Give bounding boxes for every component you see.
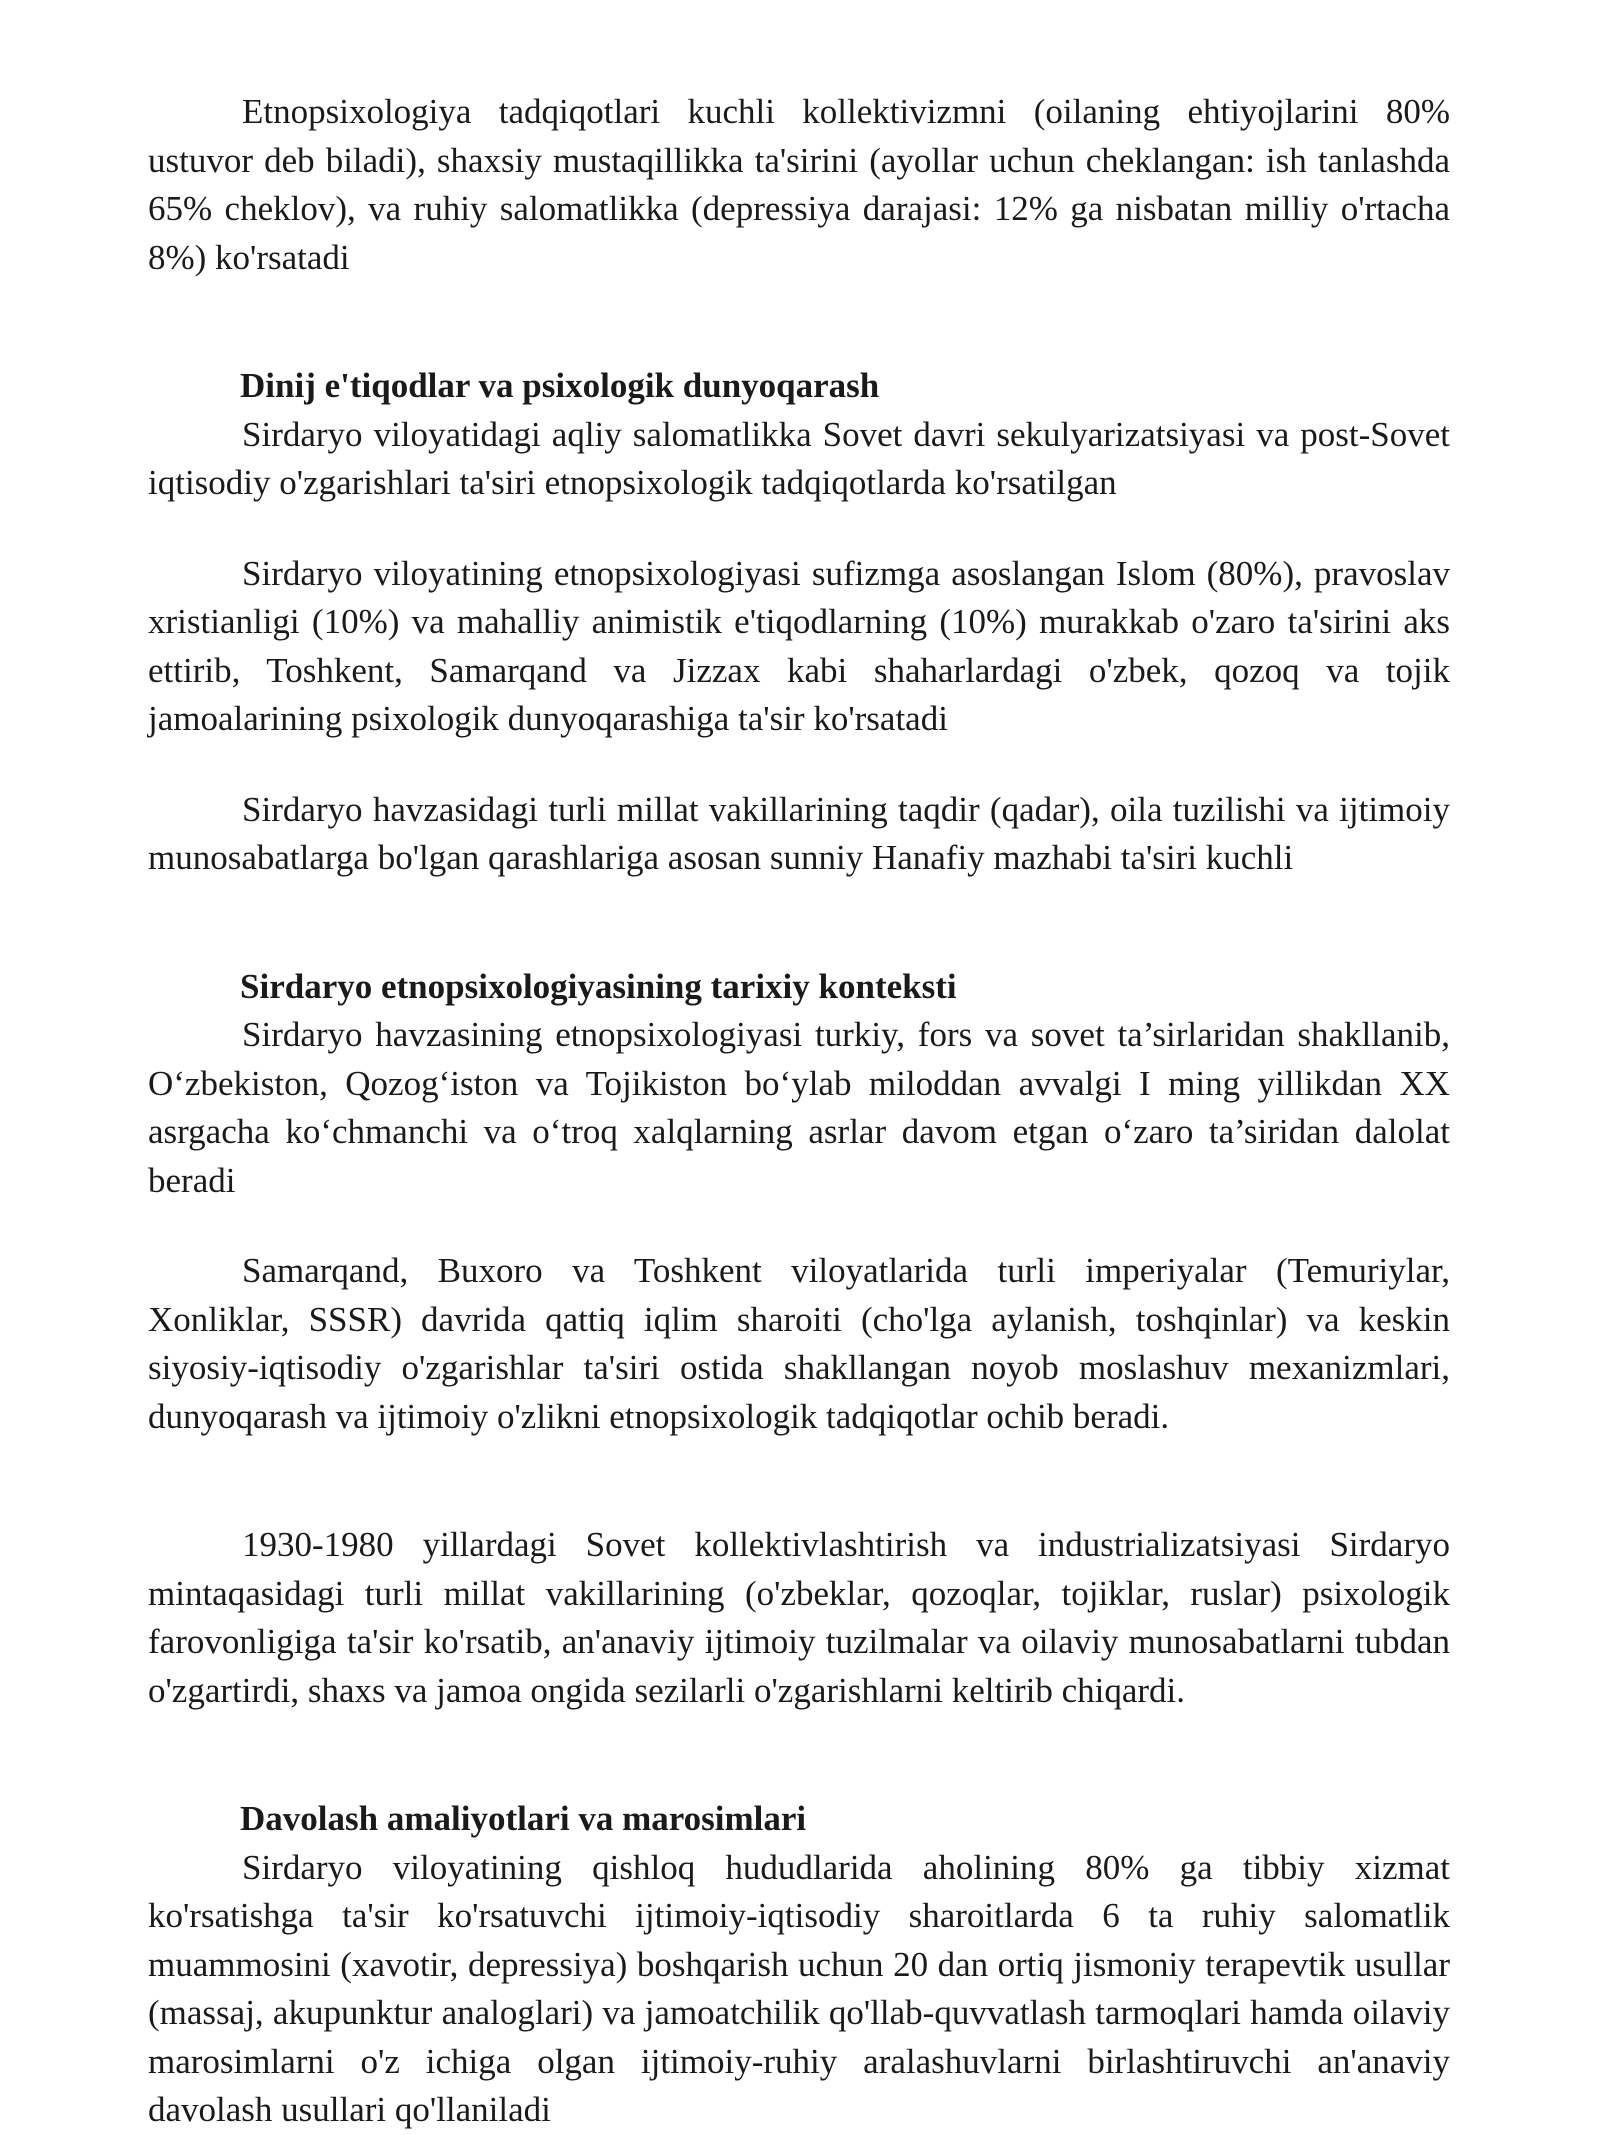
spacer [148,1205,1450,1247]
paragraph-adaptation-mechanisms: Samarqand, Buxoro va Toshkent viloyatlarida turli imperiyalar (Temuriylar, Xonliklar, SSSR) davrida qattiq iqlim sharoiti (cho'lga aylanish, toshqinlar) va keskin siyosiy-iqtisodiy o'zgarishlar ta'siri ostida shakllangan noyob moslashuv mexanizmlari, dunyoqarash va ijtimoiy o'zlikni etnopsixologik tadqiqotlar ochib beradi. [148,1251,1450,1436]
paragraph-historical-influences: Sirdaryo havzasining etnopsixologiyasi turkiy, fors va sovet ta’sirlaridan shakllanib, O‘zbekiston, Qozog‘iston va Tojikiston bo‘ylab miloddan avvalgi I ming yillikdan XX asrgacha ko‘chmanchi va o‘troq xalqlarning asrlar davom etgan o‘zaro ta’siridan dalolat beradi [148,1015,1450,1200]
paragraph-soviet-secularization: Sirdaryo viloyatidagi aqliy salomatlikka Sovet davri sekulyarizatsiyasi va post-Sovet iqtisodiy o'zgarishlari ta'siri etnopsixologik tadqiqotlarda ko'rsatilgan [148,414,1450,502]
document-page [148,88,1450,2135]
heading-healing-practices: Davolash amaliyotlari va marosimlari [240,1799,807,1838]
paragraph-hanafi-influence: Sirdaryo havzasidagi turli millat vakillarining taqdir (qadar), oila tuzilishi va ijtimoiy munosabatlarga bo'lgan qarashlariga asosan sunniy Hanafiy mazhabi ta'siri kuchli [148,789,1450,877]
paragraph-religious-composition: Sirdaryo viloyatining etnopsixologiyasi sufizmga asoslangan Islom (80%), pravoslav xristianligi (10%) va mahalliy animistik e'tiqodlarning (10%) murakkab o'zaro ta'sirini aks ettirib, Toshkent, Samarqand va Jizzax kabi shaharlardagi o'zbek, qozoq va tojik jamoalarining psixologik dunyoqarashiga ta'sir ko'rsatadi [148,553,1450,738]
heading-historical-context: Sirdaryo etnopsixologiyasining tarixiy konteksti [240,966,957,1006]
spacer [148,508,1450,550]
spacer [148,744,1450,786]
spacer [148,282,1450,362]
paragraph-soviet-collectivization: 1930-1980 yillardagi Sovet kollektivlashtirish va industrializatsiyasi Sirdaryo mintaqasidagi turli millat vakillarining (o'zbeklar, qozoqlar, tojiklar, ruslar) psixologik farovonligiga ta'sir ko'rsatib, an'anaviy ijtimoiy tuzilmalar va oilaviy munosabatlarni tubdan o'zgartirdi, shaxs va jamoa ongida sezilarli o'zgarishlarni keltirib chiqardi. [148,1525,1450,1710]
spacer [148,1715,1450,1795]
spacer [148,883,1450,963]
spacer [148,1441,1450,1521]
paragraph-collectivism: Etnopsixologiya tadqiqotlari kuchli kollektivizmni (oilaning ehtiyojlarini 80% ustuvor deb biladi), shaxsiy mustaqillikka ta'sirini (ayollar uchun cheklangan: ish tanlashda 65% cheklov), va ruhiy salomatlikka (depressiya darajasi: 12% ga nisbatan milliy o'rtacha 8%) ko'rsatadi [148,92,1450,277]
heading-religious-beliefs: Dinij e'tiqodlar va psixologik dunyoqarash [240,366,880,405]
paragraph-traditional-healing: Sirdaryo viloyatining qishloq hududlarida aholining 80% ga tibbiy xizmat ko'rsatishga ta'sir ko'rsatuvchi ijtimoiy-iqtisodiy sharoitlarda 6 ta ruhiy salomatlik muammosini (xavotir, depressiya) boshqarish uchun 20 dan ortiq jismoniy terapevtik usullar (massaj, akupunktur analoglari) va jamoatchilik qo'llab-quvvatlash tarmoqlari hamda oilaviy marosimlarni o'z ichiga olgan ijtimoiy-ruhiy aralashuvlarni birlashtiruvchi an'anaviy davolash usullari qo'llaniladi [148,1847,1450,2129]
